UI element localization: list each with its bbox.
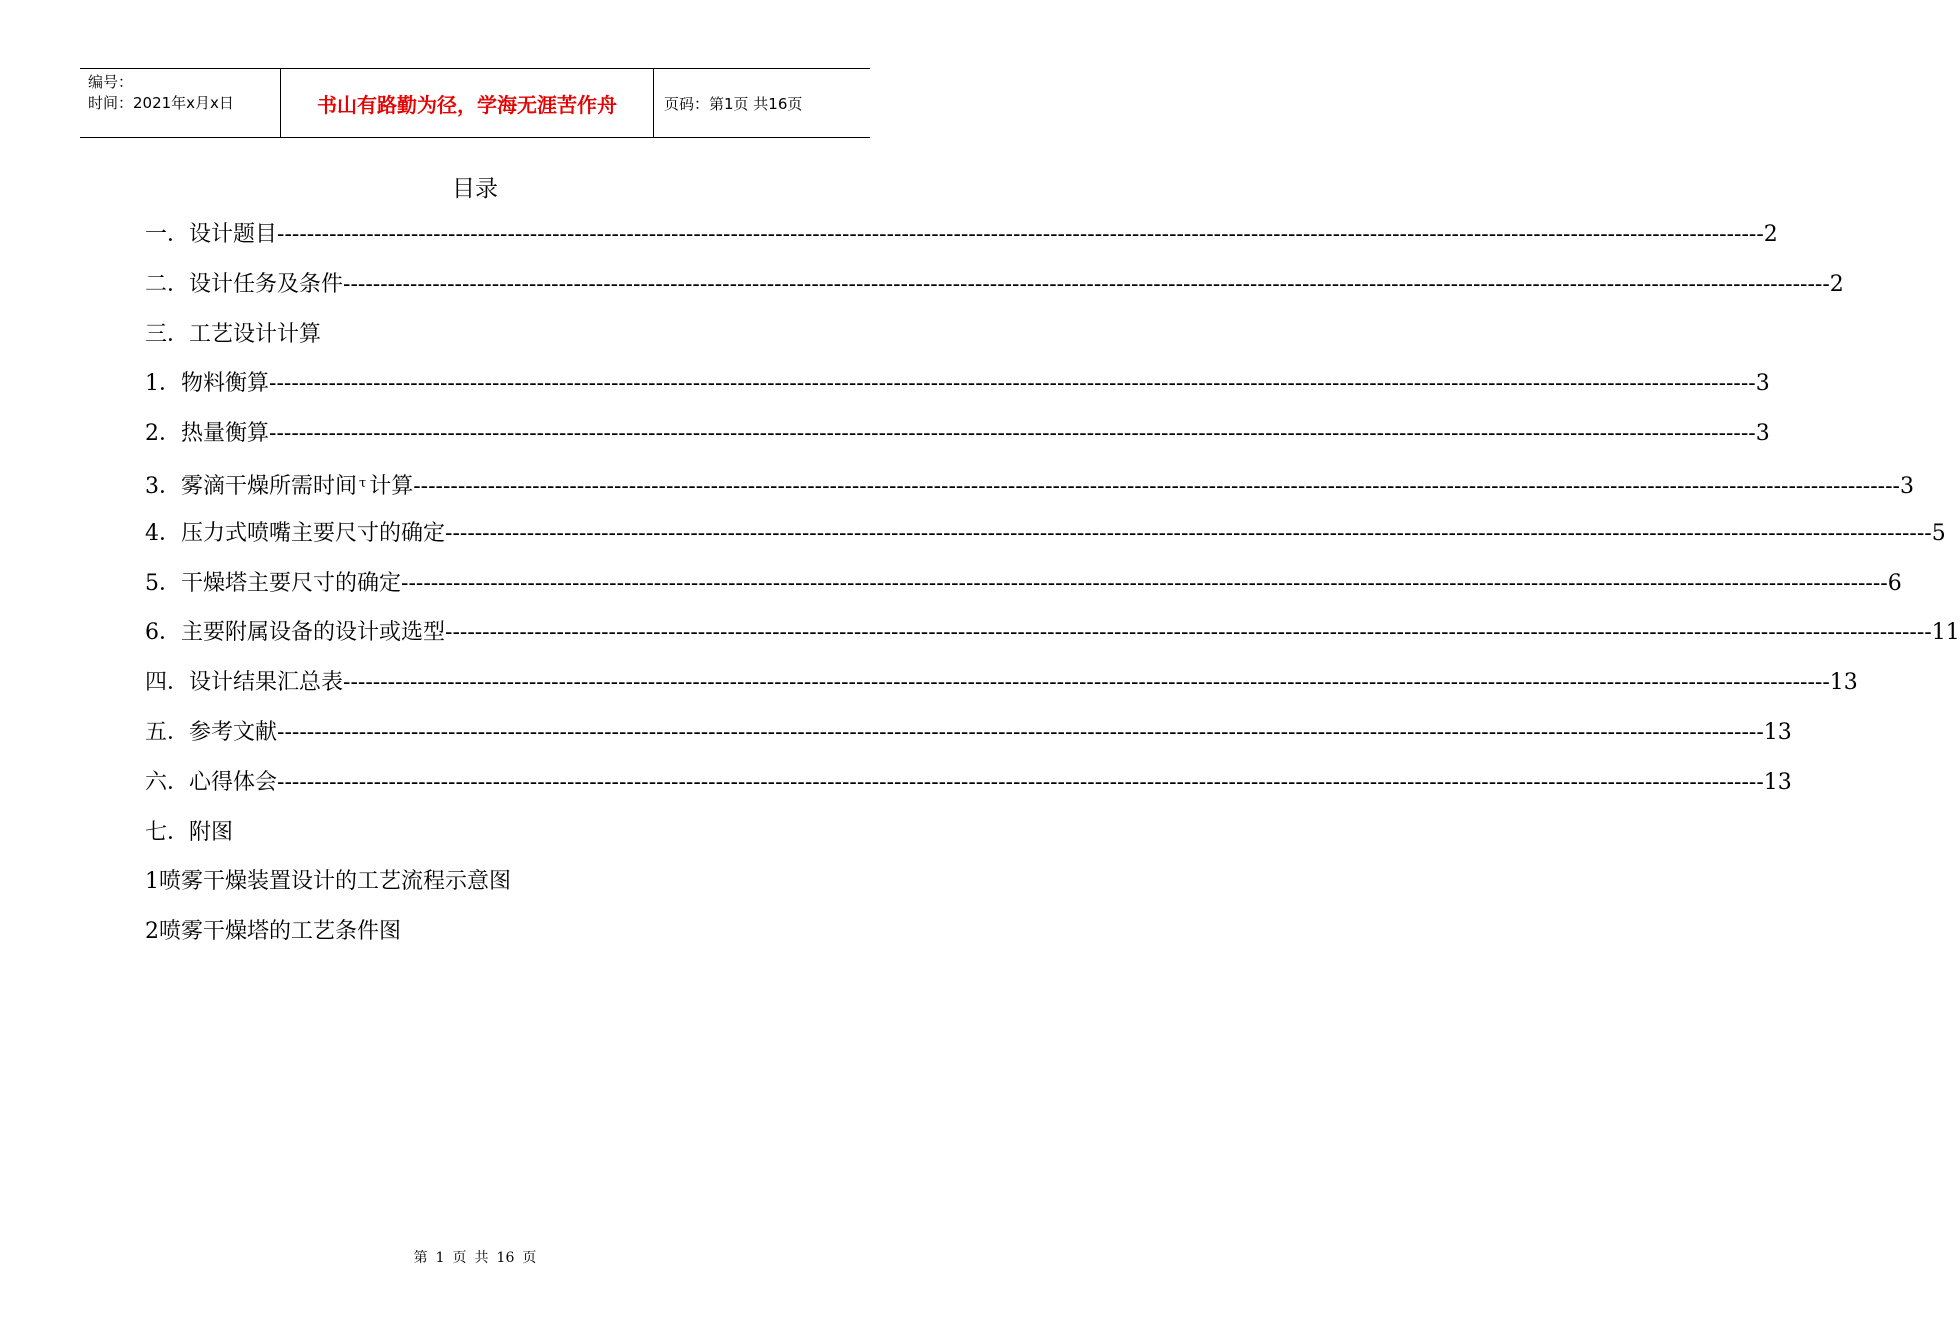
toc-entry[interactable] [145, 713, 1792, 763]
header-page-info [654, 69, 870, 137]
toc-entry[interactable] [145, 663, 1858, 713]
tau-symbol: τ [359, 475, 367, 491]
toc-entry-number: 三． [145, 321, 190, 347]
toc-entry-number: 1 [145, 869, 159, 895]
page-info-text: 页码：第1页 共16页 [664, 94, 803, 113]
toc-entry[interactable] [145, 464, 1914, 514]
toc-entry-number: 一． [145, 222, 190, 247]
toc-entry-number: 二． [145, 271, 190, 297]
toc-entry-page: 13 [1763, 719, 1792, 745]
toc-entry-page: 13 [1829, 670, 1858, 696]
toc-entry[interactable] [145, 315, 715, 365]
footer-part: 共 [474, 1250, 489, 1266]
toc-entry-label: 喷雾干燥塔的工艺条件图 [159, 919, 402, 945]
toc-entry[interactable] [145, 414, 1770, 464]
toc-entry-number: 3． [145, 473, 181, 499]
toc-leader: -------------------------------------------------------------------------------------------------------------------------------------------------------------------------------------------------------- [445, 620, 1932, 646]
toc-entry-page: 3 [1899, 473, 1914, 499]
time-label: 时间：2021年x月x日 [88, 94, 234, 112]
toc-entry-number: 六． [145, 769, 190, 795]
toc-entry[interactable] [145, 564, 1902, 614]
footer-part: 1 [435, 1250, 445, 1266]
toc-leader: -------------------------------------------------------------------------------------------------------------------------------------------------------------------------------------------------------- [277, 719, 1764, 745]
toc-entry-number: 七． [145, 819, 190, 845]
toc-entry-label: 附图 [189, 819, 234, 845]
toc-entry-label: 设计任务及条件 [189, 271, 344, 297]
toc-entry-label: 心得体会 [189, 769, 278, 795]
toc-entry-page: 13 [1763, 769, 1792, 795]
toc-entry-page: 11 [1931, 620, 1960, 646]
toc-entry-number: 6． [145, 620, 181, 646]
toc-entry-number: 五． [145, 719, 190, 745]
toc-leader: -------------------------------------------------------------------------------------------------------------------------------------------------------------------------------------------------------- [401, 570, 1888, 596]
toc-entry-page: 3 [1755, 421, 1770, 447]
toc-leader: -------------------------------------------------------------------------------------------------------------------------------------------------------------------------------------------------------- [343, 271, 1830, 297]
toc-entry-label: 雾滴干燥所需时间 $^\tau$ 计算 [181, 473, 414, 499]
toc-entry-label: 工艺设计计算 [189, 321, 322, 347]
toc-entry-number: 5． [145, 570, 181, 596]
toc-entry-label: 喷雾干燥装置设计的工艺流程示意图 [159, 869, 512, 895]
footer-part: 第 [413, 1250, 428, 1266]
toc-entry[interactable] [145, 514, 1946, 564]
toc-entry-label: 干燥塔主要尺寸的确定 [181, 570, 402, 596]
toc-entry[interactable] [145, 613, 1960, 663]
toc-entry-page: 5 [1931, 520, 1946, 546]
toc-entry-label: 主要附属设备的设计或选型 [181, 620, 446, 646]
toc-leader: -------------------------------------------------------------------------------------------------------------------------------------------------------------------------------------------------------- [277, 222, 1764, 247]
toc-entry-label: 设计结果汇总表 [189, 670, 344, 696]
toc-leader: -------------------------------------------------------------------------------------------------------------------------------------------------------------------------------------------------------- [413, 473, 1900, 499]
toc-entry[interactable] [145, 813, 715, 863]
page-header [80, 68, 870, 138]
page-footer [0, 1247, 950, 1267]
toc-entry[interactable] [145, 862, 715, 912]
toc-entry[interactable] [145, 912, 715, 962]
toc-entry-label: 参考文献 [189, 719, 278, 745]
toc-leader: -------------------------------------------------------------------------------------------------------------------------------------------------------------------------------------------------------- [277, 769, 1764, 795]
table-of-contents [145, 215, 1960, 962]
toc-entry-label: 压力式喷嘴主要尺寸的确定 [181, 520, 446, 546]
footer-part: 16 [496, 1250, 515, 1266]
toc-leader: -------------------------------------------------------------------------------------------------------------------------------------------------------------------------------------------------------- [269, 421, 1756, 447]
toc-entry-number: 2． [145, 421, 181, 447]
toc-entry[interactable] [145, 364, 1770, 414]
toc-entry[interactable] [145, 265, 1844, 315]
motto-text: 书山有路勤为径，学海无涯苦作舟 [317, 92, 617, 117]
serial-label: 编号： [88, 73, 134, 91]
header-motto [281, 69, 654, 137]
toc-entry-label: 设计题目 [189, 222, 278, 247]
footer-part: 页 [522, 1250, 537, 1266]
toc-entry-page: 2 [1829, 271, 1844, 297]
header-meta [80, 69, 281, 137]
toc-entry-page: 6 [1887, 570, 1902, 596]
toc-entry-page: 2 [1763, 222, 1778, 247]
toc-entry[interactable] [145, 763, 1792, 813]
toc-entry-label: 物料衡算 [181, 371, 270, 397]
toc-leader: -------------------------------------------------------------------------------------------------------------------------------------------------------------------------------------------------------- [269, 371, 1756, 397]
footer-part: 页 [452, 1250, 467, 1266]
toc-entry-page: 3 [1755, 371, 1770, 397]
toc-leader: -------------------------------------------------------------------------------------------------------------------------------------------------------------------------------------------------------- [343, 670, 1830, 696]
toc-entry[interactable] [145, 215, 1778, 265]
toc-leader: -------------------------------------------------------------------------------------------------------------------------------------------------------------------------------------------------------- [445, 520, 1932, 546]
toc-entry-number: 四． [145, 670, 190, 696]
toc-entry-number: 2 [145, 919, 159, 945]
toc-entry-number: 4． [145, 520, 181, 546]
toc-title: 目录 [452, 176, 498, 202]
toc-entry-number: 1． [145, 371, 181, 397]
toc-entry-label: 热量衡算 [181, 421, 270, 447]
